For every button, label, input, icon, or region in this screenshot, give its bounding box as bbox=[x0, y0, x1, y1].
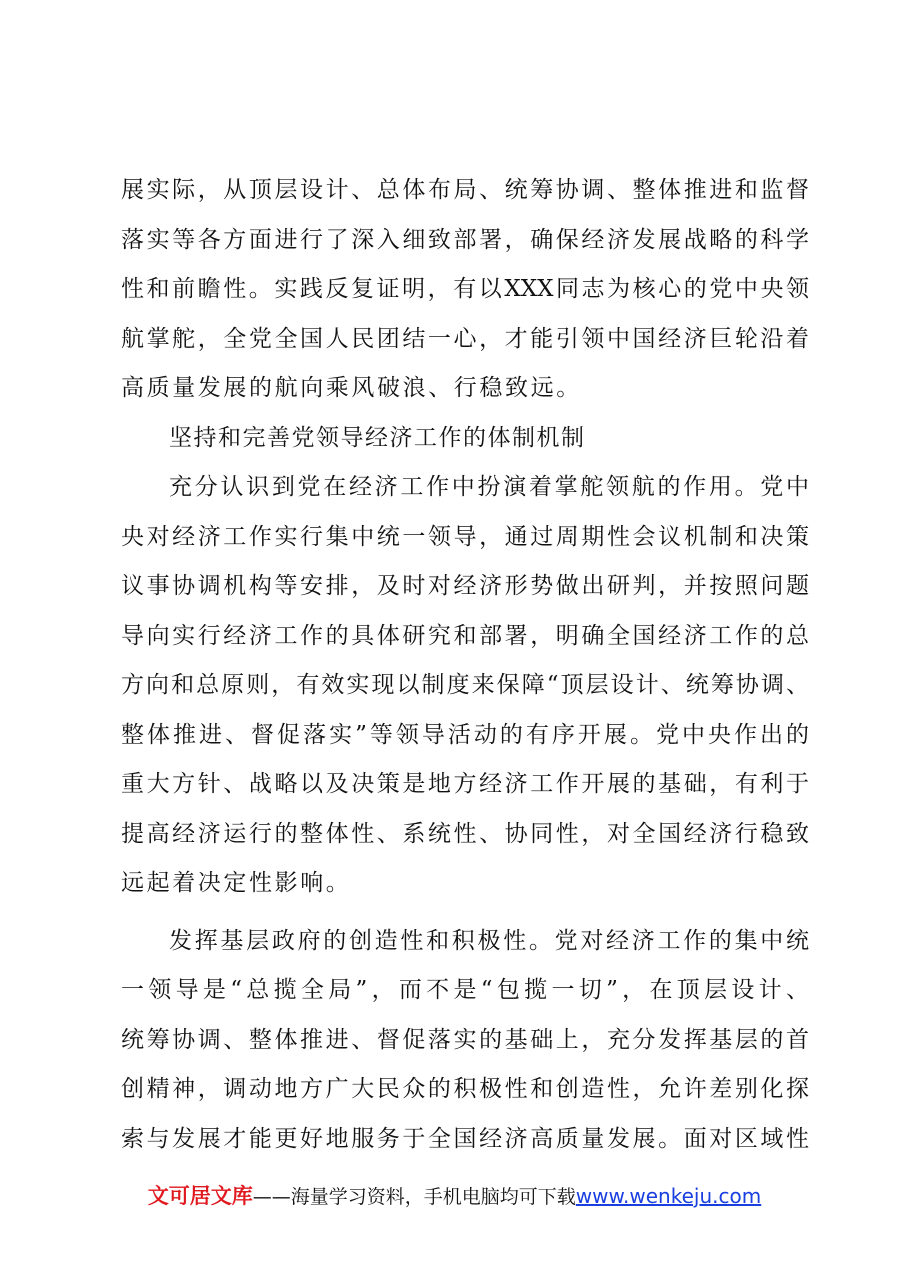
paragraph-line: 索与发展才能更好地服务于全国经济高质量发展。面对区域性 bbox=[121, 1125, 809, 1152]
paragraph-line: 落实等各方面进行了深入细致部署，确保经济发展战略的科学 bbox=[121, 226, 809, 253]
paragraph-line: 航掌舵，全党全国人民团结一心，才能引领中国经济巨轮沿着 bbox=[121, 325, 809, 352]
document-body bbox=[121, 166, 809, 1164]
paragraph-line: 创精神，调动地方广大民众的积极性和创造性，允许差别化探 bbox=[121, 1076, 809, 1102]
section-heading: 坚持和完善党领导经济工作的体制机制 bbox=[169, 424, 586, 451]
paragraph-line: 央对经济工作实行集中统一领导，通过周期性会议机制和决策 bbox=[121, 523, 809, 550]
paragraph-line: 发挥基层政府的创造性和积极性。党对经济工作的集中统 bbox=[169, 927, 809, 954]
paragraph-line: 充分认识到党在经济工作中扮演着掌舵领航的作用。党中 bbox=[169, 474, 809, 500]
paragraph-gap bbox=[121, 909, 809, 917]
paragraph-line: 远起着决定性影响。 bbox=[121, 870, 352, 896]
footer-slogan: 海量学习资料，手机电脑均可下载 bbox=[290, 1186, 576, 1208]
paragraph-line: 导向实行经济工作的具体研究和部署，明确全国经济工作的总 bbox=[121, 622, 809, 649]
paragraph-line: 重大方针、战略以及决策是地方经济工作开展的基础，有利于 bbox=[121, 771, 809, 797]
paragraph-line: 议事协调机构等安排，及时对经济形势做出研判，并按照问题 bbox=[121, 573, 809, 599]
paragraph-line: 展实际，从顶层设计、总体布局、统筹协调、整体推进和监督 bbox=[121, 177, 809, 203]
footer-website-link[interactable]: www.wenkeju.com bbox=[575, 1184, 762, 1208]
footer-dash: —— bbox=[252, 1186, 291, 1208]
paragraph-line: 整体推进、督促落实”等领导活动的有序开展。党中央作出的 bbox=[121, 721, 809, 748]
paragraph-line: 统筹协调、整体推进、督促落实的基础上，充分发挥基层的首 bbox=[121, 1026, 809, 1053]
paragraph-line: 方向和总原则，有效实现以制度来保障“顶层设计、统筹协调、 bbox=[121, 672, 809, 698]
footer-banner bbox=[0, 1180, 909, 1210]
paragraph-line: 提高经济运行的整体性、系统性、协同性，对全国经济行稳致 bbox=[121, 820, 809, 847]
paragraph-line: 高质量发展的航向乘风破浪、行稳致远。 bbox=[121, 375, 582, 401]
footer-brand: 文可居文库 bbox=[147, 1184, 253, 1208]
paragraph-line: 性和前瞻性。实践反复证明，有以XXX同志为核心的党中央领 bbox=[121, 276, 809, 302]
paragraph-line: 一领导是“总揽全局”，而不是“包揽一切”，在顶层设计、 bbox=[121, 977, 809, 1003]
